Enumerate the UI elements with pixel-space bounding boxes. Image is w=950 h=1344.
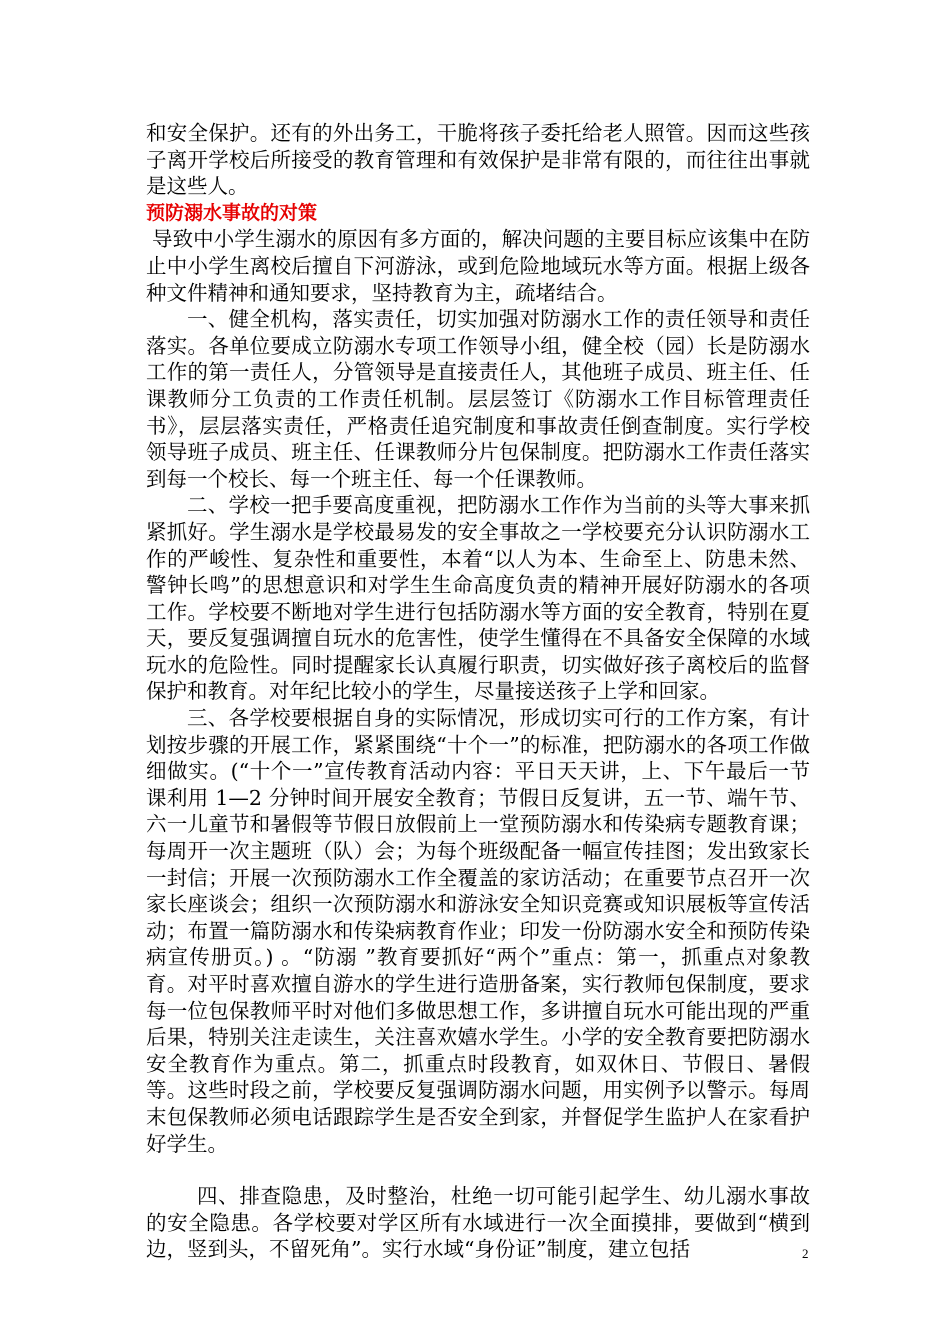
paragraph-spacer xyxy=(146,1157,810,1183)
document-body xyxy=(146,120,810,1263)
paragraph-lead: 导致中小学生溺水的原因有多方面的，解决问题的主要目标应该集中在防止中小学生离校后擅自下河游泳，或到危险地域玩水等方面。根据上级各种文件精神和通知要求，坚持教育为主，疏堵结合。 xyxy=(146,227,810,305)
paragraph-three: 三、各学校要根据自身的实际情况，形成切实可行的工作方案，有计划按步骤的开展工作，紧紧围绕“十个一”的标准，把防溺水的各项工作做细做实。(“十个一”宣传教育活动内容：平日天天讲，上、下午最后一节课利用 1—2 分钟时间开展安全教育；节假日反复讲，五一节、端午节、六一儿童节和暑假等节假日放假前上一堂预防溺水和传染病专题教育课；每周开一次主题班（队）会；为每个班级配备一幅宣传挂图；发出致家长一封信；开展一次预防溺水工作全覆盖的家访活动；在重要节点召开一次家长座谈会；组织一次预防溺水和游泳安全知识竞赛或知识展板等宣传活动；布置一篇防溺水和传染病教育作业；印发一份防溺水安全和预防传染病宣传册页。) 。“防溺 ”教育要抓好“两个”重点：第一，抓重点对象教育。对平时喜欢擅自游水的学生进行造册备案，实行教师包保制度，要求每一位包保教师平时对他们多做思想工作，多讲擅自玩水可能出现的严重后果，特别关注走读生，关注喜欢嬉水学生。小学的安全教育要把防溺水安全教育作为重点。第二，抓重点时段教育，如双休日、节假日、暑假等。这些时段之前，学校要反复强调防溺水问题，用实例予以警示。每周末包保教师必须电话跟踪学生是否安全到家，并督促学生监护人在家看护好学生。 xyxy=(146,706,810,1156)
paragraph-intro: 和安全保护。还有的外出务工，干脆将孩子委托给老人照管。因而这些孩子离开学校后所接受的教育管理和有效保护是非常有限的，而往往出事就是这些人。 xyxy=(146,121,810,199)
section-heading: 预防溺水事故的对策 xyxy=(146,201,318,224)
paragraph-two: 二、学校一把手要高度重视，把防溺水工作作为当前的头等大事来抓紧抓好。学生溺水是学校最易发的安全事故之一学校要充分认识防溺水工作的严峻性、复杂性和重要性，本着“以人为本、生命至上、防患未然、警钟长鸣”的思想意识和对学生生命高度负责的精神开展好防溺水的各项工作。学校要不断地对学生进行包括防溺水等方面的安全教育，特别在夏天，要反复强调擅自玩水的危害性，使学生懂得在不具备安全保障的水域玩水的危险性。同时提醒家长认真履行职责，切实做好孩子离校后的监督保护和教育。对年纪比较小的学生，尽量接送孩子上学和回家。 xyxy=(146,493,810,704)
page-number: 2 xyxy=(802,1246,809,1261)
paragraph-four: 四、排查隐患，及时整治，杜绝一切可能引起学生、幼儿溺水事故的安全隐患。各学校要对学区所有水域进行一次全面摸排，要做到“横到边，竖到头，不留死角”。实行水域“身份证”制度，建立包括 xyxy=(146,1184,810,1262)
paragraph-one: 一、健全机构，落实责任，切实加强对防溺水工作的责任领导和责任落实。各单位要成立防溺水专项工作领导小组，健全校（园）长是防溺水工作的第一责任人，分管领导是直接责任人，其他班子成员、班主任、任课教师分工负责的工作责任机制。层层签订《防溺水工作目标管理责任书》，层层落实责任，严格责任追究制度和事故责任倒查制度。实行学校领导班子成员、班主任、任课教师分片包保制度。把防溺水工作责任落实到每一个校长、每一个班主任、每一个任课教师。 xyxy=(146,307,810,491)
